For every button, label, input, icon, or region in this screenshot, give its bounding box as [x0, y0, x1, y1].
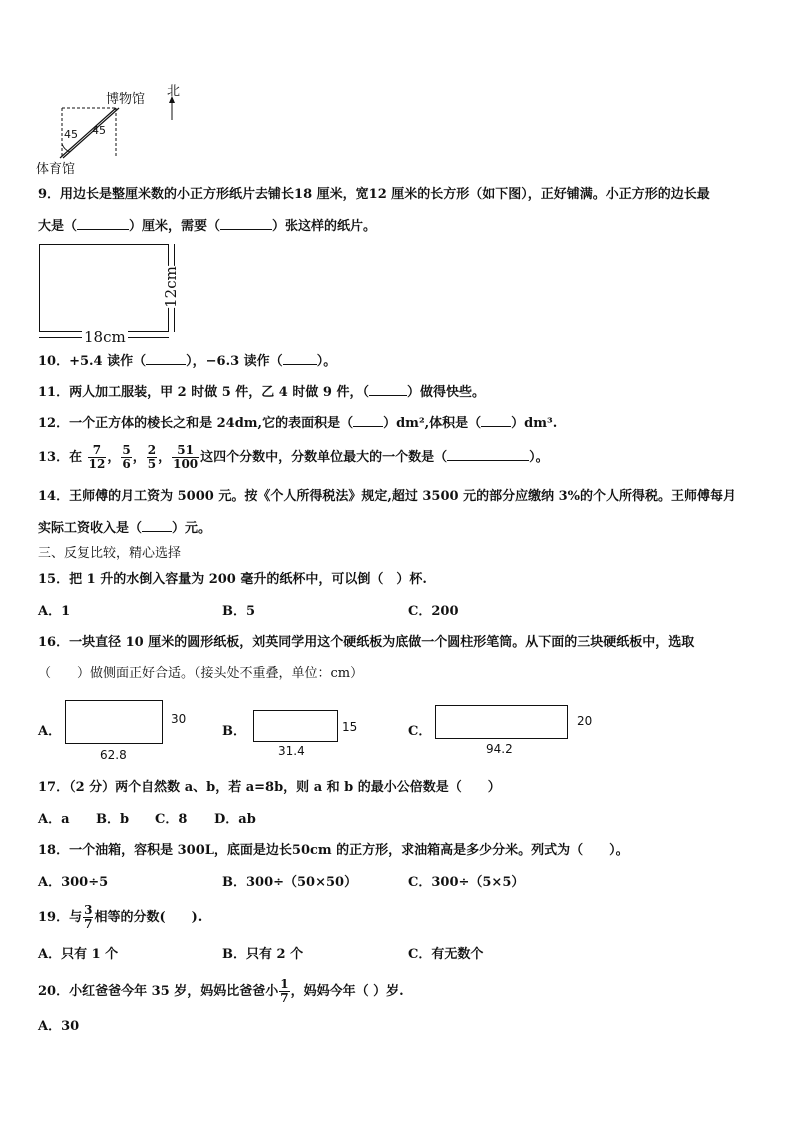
q13-fraction-2: $\frac{5}{6}$ [122, 443, 131, 471]
section-3-heading: 三、反复比较，精心选择 [38, 546, 182, 561]
q10-blank-1[interactable] [146, 364, 186, 365]
q9-blank-1[interactable] [77, 229, 129, 230]
q14-text-a: 实际工资收入是（ [38, 521, 143, 536]
q10 [38, 354, 336, 370]
q16-option-b-height: 15 [342, 720, 358, 734]
q10-blank-2[interactable] [283, 364, 317, 365]
q15-option-c[interactable]: C．200 [408, 604, 459, 619]
q13-text-a: 13．在 [38, 450, 83, 465]
q9-line2 [38, 219, 376, 235]
q19-stem [38, 900, 202, 936]
q13-fraction-4: $\frac{51}{100}$ [173, 443, 199, 471]
q12-text-a: 12．一个正方体的棱长之和是 24dm,它的表面积是（ [38, 416, 354, 431]
q14-line2 [38, 521, 211, 537]
q12-blank-2[interactable] [481, 426, 511, 427]
q20-text-b: ，妈妈今年（ ）岁. [290, 984, 404, 999]
label-gym: 体育馆 [36, 162, 76, 177]
q17-option-b[interactable]: B．b [96, 812, 130, 827]
q16-option-c-width: 94.2 [486, 742, 513, 756]
q11-text-b: ）做得快些。 [406, 385, 485, 400]
q18-option-b[interactable]: B．300÷（50×50） [222, 875, 358, 890]
q13-blank[interactable] [447, 460, 529, 461]
angle-left-label: 45 [64, 128, 78, 141]
q15-option-a[interactable]: A．1 [38, 604, 71, 619]
q15-option-b[interactable]: B．5 [222, 604, 256, 619]
q18-option-c[interactable]: C．300÷（5×5） [408, 875, 525, 890]
q9-height-label: 12cm [161, 266, 180, 308]
q10-text-c: ）。 [316, 354, 337, 369]
q12-text-b: ）dm²,体积是（ [383, 416, 482, 431]
q19-option-b[interactable]: B．只有 2 个 [222, 947, 304, 962]
q16-option-b-width: 31.4 [278, 744, 305, 758]
q16-option-c-label[interactable]: C． [408, 724, 432, 739]
q17-option-c[interactable]: C．8 [155, 812, 188, 827]
q16-option-a-height: 30 [171, 712, 187, 726]
q20-stem [38, 974, 404, 1010]
q19-option-a[interactable]: A．只有 1 个 [38, 947, 119, 962]
q17-option-a[interactable]: A．a [38, 812, 70, 827]
q16-line2: （ ）做侧面正好合适。（接头处不重叠，单位：cm） [38, 666, 364, 681]
q18-option-a[interactable]: A．300÷5 [38, 875, 109, 890]
q16-option-a-width: 62.8 [100, 748, 127, 762]
q12-blank-1[interactable] [353, 426, 383, 427]
q9-rectangle-figure [32, 240, 192, 350]
q9-text-c: ）张这样的纸片。 [272, 219, 377, 234]
q16-option-b-label[interactable]: B． [222, 724, 246, 739]
q19-text-a: 19．与 [38, 910, 83, 925]
q18-stem: 18．一个油箱，容积是 300L，底面是边长50cm 的正方形，求油箱高是多少分米。列式为（ ）。 [38, 843, 629, 858]
q16-option-a-label[interactable]: A． [38, 724, 62, 739]
q16-option-c-height: 20 [577, 714, 593, 728]
q14-line1: 14．王师傅的月工资为 5000 元。按《个人所得税法》规定,超过 3500 元的部分应缴纳 3%的个人所得税。王师傅每月 [38, 489, 737, 504]
q11-blank[interactable] [369, 395, 407, 396]
q9-rectangle [39, 244, 169, 332]
q12 [38, 416, 557, 432]
q13: 13．在 $\frac{7}{12}$ ， $\frac{5}{6}$ ， $\frac{2}{5}$ ， $\frac{51}{100}$ 这四个分数中，分数单位最大的一个数是（ ）。 [38, 443, 549, 471]
q9-text-b: ）厘米，需要（ [129, 219, 221, 234]
q10-text-b: ），−6.3 读作（ [186, 354, 283, 369]
q20-text-a: 20．小红爸爸今年 35 岁，妈妈比爸爸小 [38, 984, 279, 999]
q13-text-c: ）。 [529, 450, 549, 465]
q14-text-b: ）元。 [172, 521, 212, 536]
q13-fraction-3: $\frac{2}{5}$ [147, 443, 157, 471]
q17-option-d[interactable]: D．ab [214, 812, 256, 827]
q13-fraction-1: $\frac{7}{12}$ [88, 443, 106, 471]
q16-line1: 16．一块直径 10 厘米的圆形纸板，刘英同学用这个硬纸板为底做一个圆柱形笔筒。从下面的三块硬纸板中，选取 [38, 635, 695, 650]
q9-blank-2[interactable] [220, 229, 272, 230]
q19-text-b: 相等的分数( ). [94, 910, 203, 925]
q16-option-a-rect[interactable] [65, 700, 163, 744]
q17-stem: 17．（2 分）两个自然数 a、b，若 a=8b，则 a 和 b 的最小公倍数是（ ） [38, 780, 501, 795]
q16-option-b-rect[interactable] [253, 710, 338, 742]
q19-fraction: $\frac{3}{7}$ [84, 903, 93, 931]
q12-text-c: ）dm³. [511, 416, 558, 431]
q9-line1: 9．用边长是整厘米数的小正方形纸片去铺长18 厘米，宽12 厘米的长方形（如下图），正好铺满。小正方形的边长最 [38, 187, 710, 202]
q20-option-a[interactable]: A．30 [38, 1019, 80, 1034]
q13-text-b: 这四个分数中，分数单位最大的一个数是（ [200, 450, 448, 465]
q16-option-c-rect[interactable] [435, 705, 568, 739]
q14-blank[interactable] [142, 531, 172, 532]
direction-diagram [30, 78, 190, 178]
q9-width-label: 18cm [84, 328, 126, 346]
q11-text-a: 11．两人加工服装，甲 2 时做 5 件，乙 4 时做 9 件，（ [38, 385, 369, 400]
q9-text-a: 大是（ [38, 219, 78, 234]
label-museum: 博物馆 [106, 92, 146, 107]
label-north: 北 [167, 84, 181, 99]
angle-right-label: 45 [92, 124, 106, 137]
q10-text-a: 10．+5.4 读作（ [38, 354, 147, 369]
q19-option-c[interactable]: C．有无数个 [408, 947, 484, 962]
q20-fraction: $\frac{1}{7}$ [280, 977, 289, 1005]
q11 [38, 385, 485, 401]
q15-stem: 15．把 1 升的水倒入容量为 200 毫升的纸杯中，可以倒（ ）杯. [38, 572, 427, 587]
